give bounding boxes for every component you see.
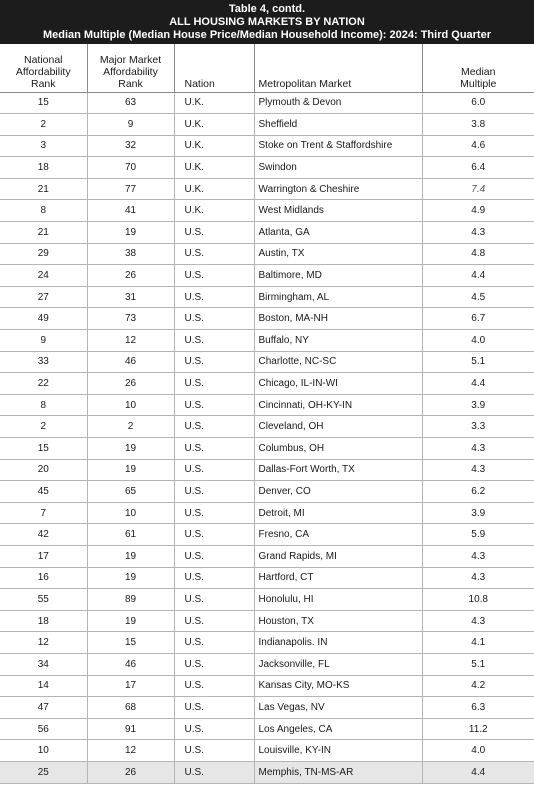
median-multiple-cell: 5.9 — [422, 524, 534, 546]
nation-cell: U.S. — [174, 416, 254, 438]
table-row — [0, 675, 534, 697]
market-cell: Birmingham, AL — [254, 286, 422, 308]
market-cell: Swindon — [254, 157, 422, 179]
nation-cell: U.K. — [174, 92, 254, 114]
table-row — [0, 589, 534, 611]
major-rank-cell: 2 — [87, 416, 174, 438]
median-multiple-cell: 10.8 — [422, 589, 534, 611]
nation-cell: U.S. — [174, 589, 254, 611]
market-cell: Sheffield — [254, 114, 422, 136]
median-multiple-cell: 4.3 — [422, 545, 534, 567]
col-header-median-multiple: Median Multiple — [422, 44, 534, 92]
market-cell: Hartford, CT — [254, 567, 422, 589]
major-rank-cell: 61 — [87, 524, 174, 546]
national-rank-cell: 47 — [0, 697, 87, 719]
table-row — [0, 351, 534, 373]
market-cell: Boston, MA-NH — [254, 308, 422, 330]
market-cell: Houston, TX — [254, 610, 422, 632]
table-row — [0, 545, 534, 567]
major-rank-cell: 73 — [87, 308, 174, 330]
national-rank-cell: 15 — [0, 438, 87, 460]
market-cell: Warrington & Cheshire — [254, 178, 422, 200]
national-rank-cell: 33 — [0, 351, 87, 373]
national-rank-cell: 17 — [0, 545, 87, 567]
national-rank-cell: 8 — [0, 200, 87, 222]
major-rank-cell: 17 — [87, 675, 174, 697]
col-header-major-rank: Major Market Affordability Rank — [87, 44, 174, 92]
nation-cell: U.K. — [174, 114, 254, 136]
market-cell: Stoke on Trent & Staffordshire — [254, 135, 422, 157]
market-cell: Buffalo, NY — [254, 330, 422, 352]
nation-cell: U.S. — [174, 481, 254, 503]
nation-cell: U.K. — [174, 200, 254, 222]
market-cell: Detroit, MI — [254, 502, 422, 524]
market-cell: Los Angeles, CA — [254, 718, 422, 740]
table-row — [0, 373, 534, 395]
national-rank-cell: 7 — [0, 502, 87, 524]
market-cell: West Midlands — [254, 200, 422, 222]
table-row — [0, 459, 534, 481]
national-rank-cell: 42 — [0, 524, 87, 546]
nation-cell: U.S. — [174, 697, 254, 719]
market-cell: Cincinnati, OH-KY-IN — [254, 394, 422, 416]
nation-cell: U.S. — [174, 286, 254, 308]
major-rank-cell: 65 — [87, 481, 174, 503]
median-multiple-cell: 4.3 — [422, 567, 534, 589]
national-rank-cell: 2 — [0, 416, 87, 438]
major-rank-cell: 32 — [87, 135, 174, 157]
nation-cell: U.K. — [174, 178, 254, 200]
market-cell: Chicago, IL-IN-WI — [254, 373, 422, 395]
market-cell: Fresno, CA — [254, 524, 422, 546]
nation-cell: U.S. — [174, 610, 254, 632]
national-rank-cell: 15 — [0, 92, 87, 114]
median-multiple-cell: 4.3 — [422, 438, 534, 460]
major-rank-cell: 15 — [87, 632, 174, 654]
national-rank-cell: 20 — [0, 459, 87, 481]
major-rank-cell: 38 — [87, 243, 174, 265]
national-rank-cell: 3 — [0, 135, 87, 157]
nation-cell: U.S. — [174, 675, 254, 697]
major-rank-cell: 68 — [87, 697, 174, 719]
market-cell: Louisville, KY-IN — [254, 740, 422, 762]
nation-cell: U.S. — [174, 394, 254, 416]
major-rank-cell: 70 — [87, 157, 174, 179]
table-row — [0, 114, 534, 136]
major-rank-cell: 31 — [87, 286, 174, 308]
nation-cell: U.S. — [174, 351, 254, 373]
nation-cell: U.S. — [174, 502, 254, 524]
major-rank-cell: 10 — [87, 394, 174, 416]
median-multiple-cell: 4.1 — [422, 632, 534, 654]
median-multiple-cell: 4.4 — [422, 373, 534, 395]
header-row — [0, 44, 534, 92]
nation-cell: U.S. — [174, 438, 254, 460]
national-rank-cell: 56 — [0, 718, 87, 740]
median-multiple-cell: 4.3 — [422, 459, 534, 481]
major-rank-cell: 89 — [87, 589, 174, 611]
median-multiple-cell: 4.3 — [422, 610, 534, 632]
nation-cell: U.S. — [174, 718, 254, 740]
major-rank-cell: 19 — [87, 545, 174, 567]
table-row — [0, 632, 534, 654]
median-multiple-cell: 4.0 — [422, 740, 534, 762]
major-rank-cell: 19 — [87, 567, 174, 589]
national-rank-cell: 27 — [0, 286, 87, 308]
median-multiple-cell: 4.3 — [422, 222, 534, 244]
table-row — [0, 394, 534, 416]
table-row — [0, 761, 534, 783]
national-rank-cell: 12 — [0, 632, 87, 654]
median-multiple-cell: 3.8 — [422, 114, 534, 136]
median-multiple-cell: 5.1 — [422, 653, 534, 675]
nation-cell: U.K. — [174, 157, 254, 179]
market-cell: Dallas-Fort Worth, TX — [254, 459, 422, 481]
median-multiple-cell: 4.2 — [422, 675, 534, 697]
table-row — [0, 610, 534, 632]
market-cell: Austin, TX — [254, 243, 422, 265]
market-cell: Baltimore, MD — [254, 265, 422, 287]
median-multiple-cell: 6.4 — [422, 157, 534, 179]
median-multiple-cell: 4.8 — [422, 243, 534, 265]
table-row — [0, 524, 534, 546]
national-rank-cell: 9 — [0, 330, 87, 352]
nation-cell: U.S. — [174, 243, 254, 265]
national-rank-cell: 21 — [0, 178, 87, 200]
national-rank-cell: 10 — [0, 740, 87, 762]
table-row — [0, 502, 534, 524]
median-multiple-cell: 4.0 — [422, 330, 534, 352]
national-rank-cell: 18 — [0, 610, 87, 632]
table-row — [0, 653, 534, 675]
nation-cell: U.S. — [174, 459, 254, 481]
table-row — [0, 286, 534, 308]
market-cell: Charlotte, NC-SC — [254, 351, 422, 373]
major-rank-cell: 19 — [87, 459, 174, 481]
median-multiple-cell: 4.5 — [422, 286, 534, 308]
col-header-market: Metropolitan Market — [254, 44, 422, 92]
major-rank-cell: 9 — [87, 114, 174, 136]
table-row — [0, 265, 534, 287]
major-rank-cell: 12 — [87, 330, 174, 352]
major-rank-cell: 26 — [87, 761, 174, 783]
market-cell: Indianapolis. IN — [254, 632, 422, 654]
table-row — [0, 135, 534, 157]
major-rank-cell: 26 — [87, 373, 174, 395]
nation-cell: U.S. — [174, 373, 254, 395]
major-rank-cell: 91 — [87, 718, 174, 740]
table-row — [0, 330, 534, 352]
median-multiple-cell: 3.3 — [422, 416, 534, 438]
median-multiple-cell: 4.4 — [422, 761, 534, 783]
col-header-national-rank: National Affordability Rank — [0, 44, 87, 92]
major-rank-cell: 41 — [87, 200, 174, 222]
market-cell: Las Vegas, NV — [254, 697, 422, 719]
nation-cell: U.S. — [174, 567, 254, 589]
national-rank-cell: 14 — [0, 675, 87, 697]
nation-cell: U.S. — [174, 632, 254, 654]
table-row — [0, 308, 534, 330]
table-row — [0, 157, 534, 179]
major-rank-cell: 19 — [87, 610, 174, 632]
market-cell: Cleveland, OH — [254, 416, 422, 438]
table-row — [0, 438, 534, 460]
table-row — [0, 416, 534, 438]
market-cell: Columbus, OH — [254, 438, 422, 460]
national-rank-cell: 25 — [0, 761, 87, 783]
market-cell: Atlanta, GA — [254, 222, 422, 244]
national-rank-cell: 8 — [0, 394, 87, 416]
market-cell: Plymouth & Devon — [254, 92, 422, 114]
table-row — [0, 740, 534, 762]
median-multiple-cell: 3.9 — [422, 394, 534, 416]
median-multiple-cell: 3.9 — [422, 502, 534, 524]
market-cell: Memphis, TN-MS-AR — [254, 761, 422, 783]
median-multiple-cell: 7.4 — [422, 178, 534, 200]
col-header-nation: Nation — [174, 44, 254, 92]
nation-cell: U.S. — [174, 330, 254, 352]
market-cell: Grand Rapids, MI — [254, 545, 422, 567]
national-rank-cell: 21 — [0, 222, 87, 244]
national-rank-cell: 24 — [0, 265, 87, 287]
major-rank-cell: 46 — [87, 351, 174, 373]
table-row — [0, 718, 534, 740]
median-multiple-cell: 4.4 — [422, 265, 534, 287]
national-rank-cell: 18 — [0, 157, 87, 179]
national-rank-cell: 29 — [0, 243, 87, 265]
table-row — [0, 567, 534, 589]
national-rank-cell: 55 — [0, 589, 87, 611]
table-row — [0, 481, 534, 503]
major-rank-cell: 77 — [87, 178, 174, 200]
nation-cell: U.S. — [174, 761, 254, 783]
table-subtitle: Median Multiple (Median House Price/Median Household Income): 2024: Third Quarter — [42, 29, 491, 41]
table-number: Table 4, contd. — [228, 3, 306, 15]
median-multiple-cell: 6.0 — [422, 92, 534, 114]
median-multiple-cell: 4.6 — [422, 135, 534, 157]
table-row — [0, 243, 534, 265]
major-rank-cell: 46 — [87, 653, 174, 675]
market-cell: Honolulu, HI — [254, 589, 422, 611]
major-rank-cell: 26 — [87, 265, 174, 287]
median-multiple-cell: 11.2 — [422, 718, 534, 740]
nation-cell: U.K. — [174, 135, 254, 157]
national-rank-cell: 16 — [0, 567, 87, 589]
median-multiple-cell: 6.7 — [422, 308, 534, 330]
median-multiple-cell: 6.2 — [422, 481, 534, 503]
nation-cell: U.S. — [174, 545, 254, 567]
median-multiple-cell: 5.1 — [422, 351, 534, 373]
nation-cell: U.S. — [174, 222, 254, 244]
table-title-block — [0, 0, 534, 44]
major-rank-cell: 63 — [87, 92, 174, 114]
major-rank-cell: 19 — [87, 222, 174, 244]
market-cell: Kansas City, MO-KS — [254, 675, 422, 697]
market-cell: Jacksonville, FL — [254, 653, 422, 675]
major-rank-cell: 19 — [87, 438, 174, 460]
major-rank-cell: 10 — [87, 502, 174, 524]
nation-cell: U.S. — [174, 653, 254, 675]
nation-cell: U.S. — [174, 265, 254, 287]
table-row — [0, 222, 534, 244]
table-body — [0, 92, 534, 783]
national-rank-cell: 2 — [0, 114, 87, 136]
table-row — [0, 697, 534, 719]
national-rank-cell: 22 — [0, 373, 87, 395]
housing-markets-table — [0, 44, 534, 784]
market-cell: Denver, CO — [254, 481, 422, 503]
median-multiple-cell: 4.9 — [422, 200, 534, 222]
table-title: ALL HOUSING MARKETS BY NATION — [169, 16, 365, 28]
nation-cell: U.S. — [174, 308, 254, 330]
national-rank-cell: 49 — [0, 308, 87, 330]
major-rank-cell: 12 — [87, 740, 174, 762]
table-row — [0, 92, 534, 114]
table-row — [0, 178, 534, 200]
nation-cell: U.S. — [174, 524, 254, 546]
national-rank-cell: 45 — [0, 481, 87, 503]
median-multiple-cell: 6.3 — [422, 697, 534, 719]
nation-cell: U.S. — [174, 740, 254, 762]
national-rank-cell: 34 — [0, 653, 87, 675]
table-row — [0, 200, 534, 222]
